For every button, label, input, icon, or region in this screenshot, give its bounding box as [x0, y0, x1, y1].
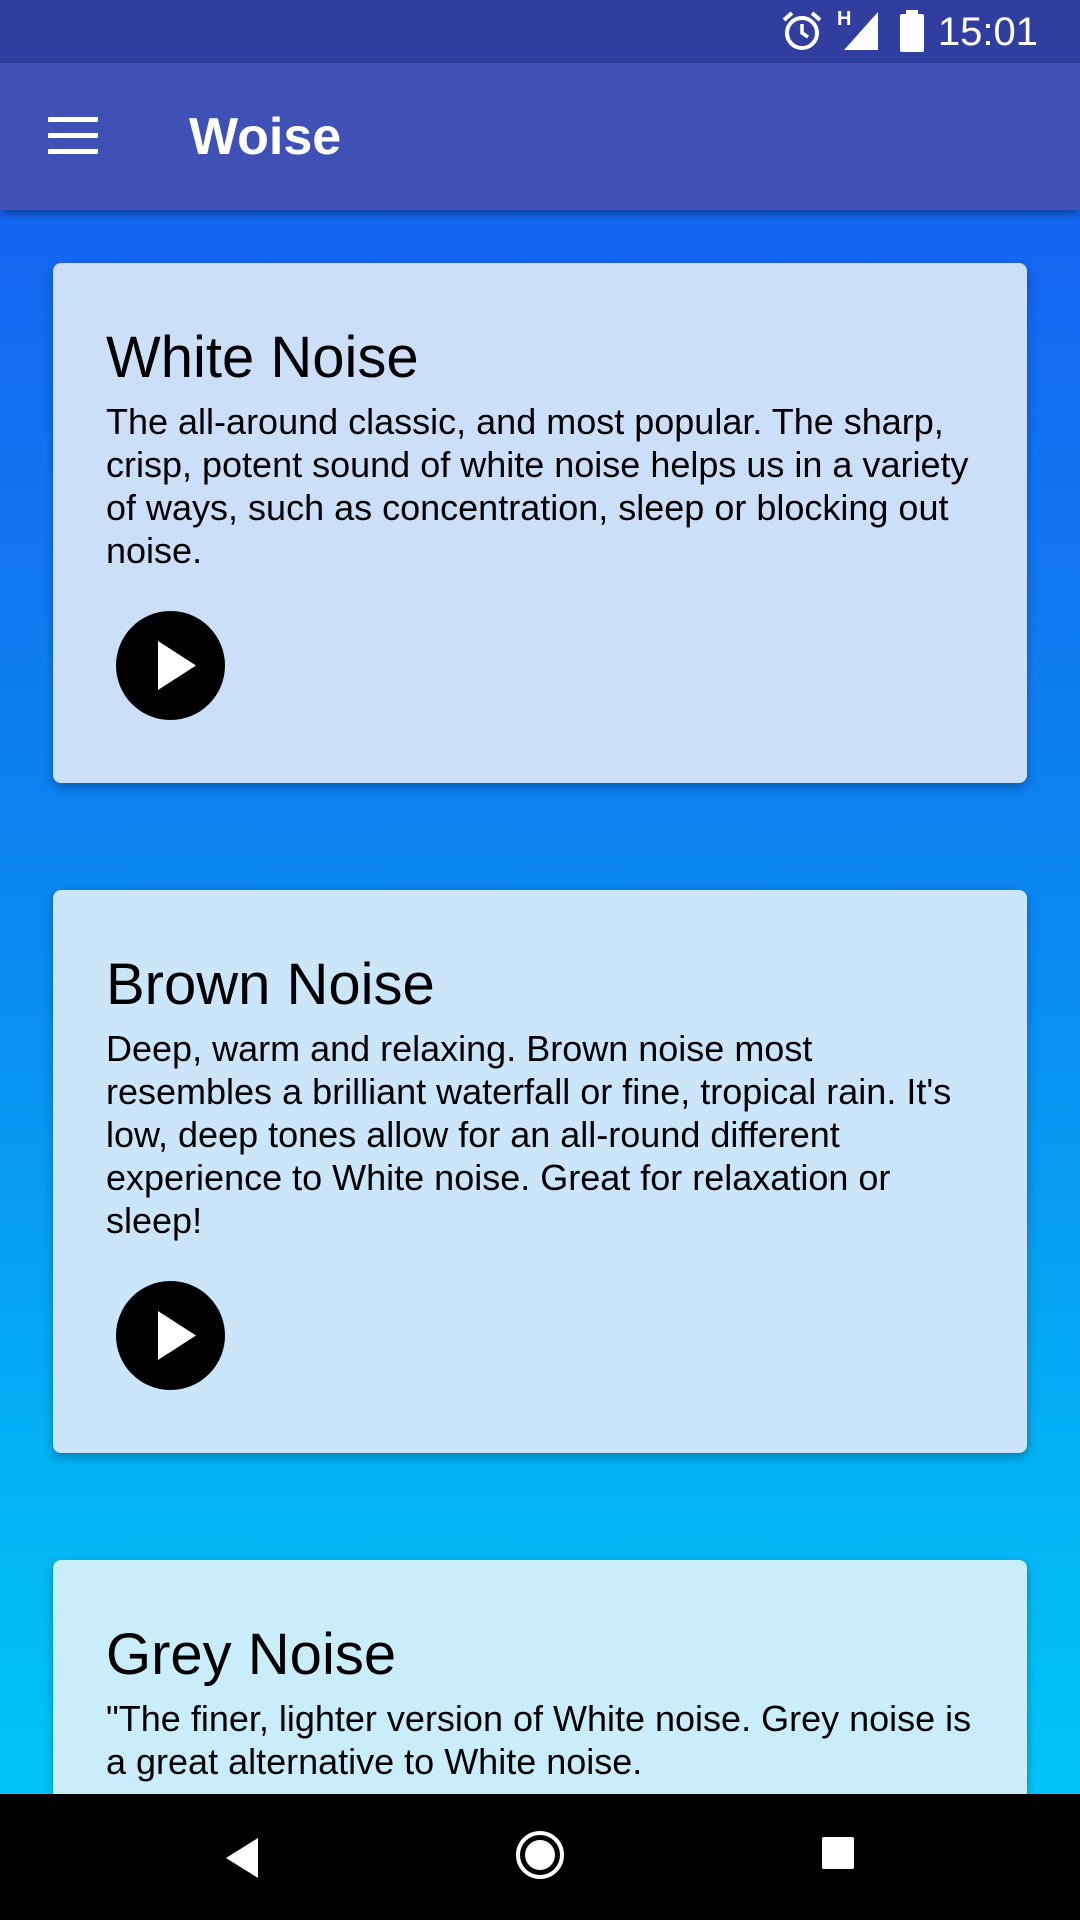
- home-icon[interactable]: [514, 1829, 566, 1881]
- noise-list[interactable]: [0, 210, 1080, 1794]
- app-bar: [0, 63, 1080, 210]
- card-title: White Noise: [106, 325, 419, 390]
- card-title: Brown Noise: [106, 952, 435, 1017]
- hamburger-menu-icon[interactable]: [48, 117, 98, 155]
- app-title: Woise: [189, 108, 342, 166]
- noise-card-grey: [53, 1560, 1027, 1794]
- network-type-label: H: [837, 8, 852, 30]
- play-button[interactable]: [116, 1281, 225, 1390]
- play-icon: [116, 611, 225, 720]
- navigation-bar: [0, 1794, 1080, 1920]
- card-description: "The finer, lighter version of White noise. Grey noise is a great alternative to White noise.: [106, 1698, 972, 1782]
- status-time: 15:01: [937, 10, 1038, 54]
- status-bar: [0, 0, 1080, 63]
- card-title: Grey Noise: [106, 1622, 397, 1687]
- battery-icon: [899, 10, 925, 52]
- play-icon: [116, 1281, 225, 1390]
- card-description: Deep, warm and relaxing. Brown noise most resembles a brilliant waterfall or fine, tropical rain. It's low, deep tones allow for an all-round different experience to White noise. Great for relaxation or sleep!: [106, 1028, 952, 1241]
- back-icon[interactable]: [222, 1836, 262, 1880]
- card-description: The all-around classic, and most popular. The sharp, crisp, potent sound of white noise helps us in a variety of ways, such as concentration, sleep or blocking out noise.: [106, 401, 969, 571]
- noise-card-white: [53, 263, 1027, 783]
- signal-icon: [842, 10, 880, 52]
- noise-card-brown: [53, 890, 1027, 1453]
- recents-icon[interactable]: [821, 1836, 855, 1870]
- alarm-icon: [781, 10, 823, 52]
- play-button[interactable]: [116, 611, 225, 720]
